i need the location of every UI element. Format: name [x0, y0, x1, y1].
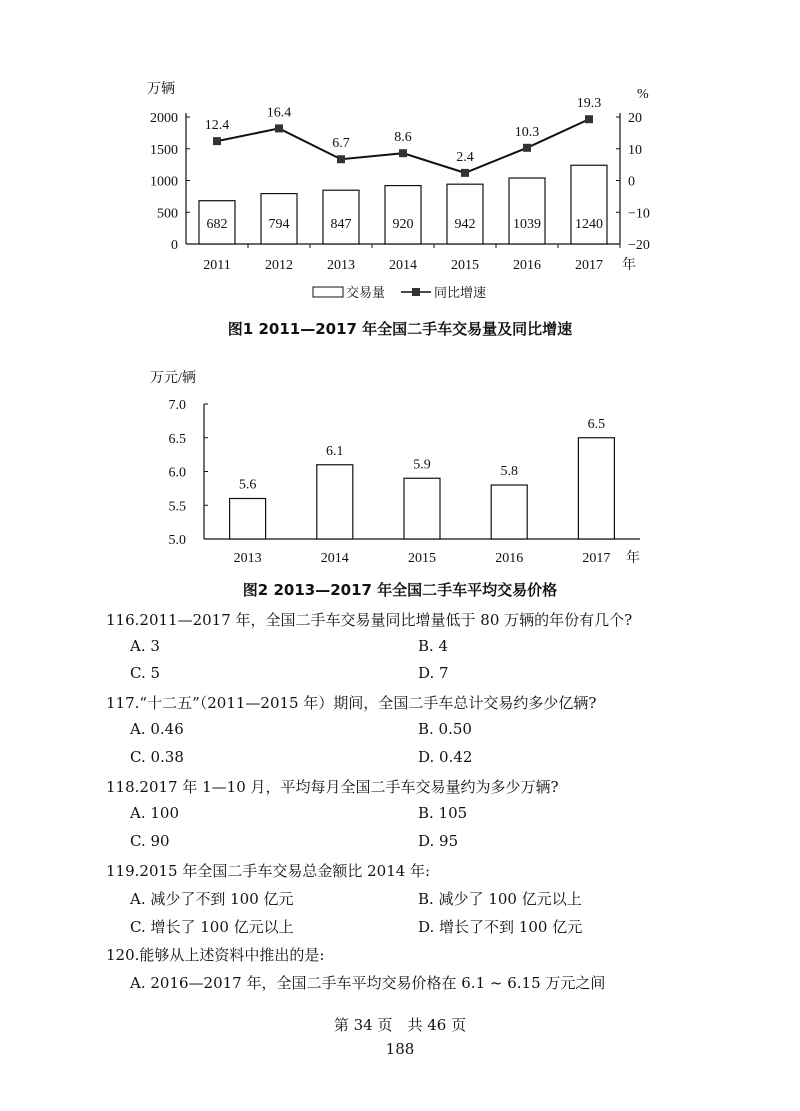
chart2-x-label-2014: 2014: [320, 551, 349, 566]
chart2-x-label-2013: 2013: [233, 551, 262, 566]
chart1-right-tick-label: 10: [628, 142, 642, 158]
chart1-line-point-2013: [337, 155, 345, 163]
chart1-bar-label-2013: 847: [330, 217, 352, 232]
page-number: 188: [385, 1040, 415, 1058]
chart1-line-label-2014: 8.6: [394, 130, 412, 146]
option-116-b[interactable]: B. 4: [418, 637, 449, 655]
chart1-line-point-2015: [461, 169, 469, 177]
chart2-bar-label-2015: 5.9: [413, 457, 431, 473]
chart1-right-tick-label: −20: [628, 238, 650, 253]
chart1-x-label-2017: 2017: [575, 258, 603, 273]
chart1-line-label-2015: 2.4: [456, 149, 474, 165]
chart1-line-point-2016: [523, 144, 531, 152]
chart2-bar-label-2017: 6.5: [587, 416, 606, 432]
chart2-bar-2015: [404, 478, 440, 539]
question-117: 117.“十二五”（2011—2015 年）期间，全国二手车总计交易约多少亿辆?: [106, 694, 597, 712]
option-118-a[interactable]: A. 100: [130, 804, 179, 822]
chart1-x-label-2014: 2014: [389, 258, 417, 273]
option-119-c[interactable]: C. 增长了 100 亿元以上: [130, 918, 294, 936]
chart1-bar-2014: [385, 186, 421, 244]
chart2-bar-label-2013: 5.6: [238, 477, 257, 493]
option-116-a[interactable]: A. 3: [130, 637, 160, 655]
option-119-b[interactable]: B. 减少了 100 亿元以上: [418, 890, 582, 908]
chart1-x-label-2015: 2015: [451, 258, 479, 273]
chart1-bar-label-2016: 1039: [513, 217, 541, 232]
chart2-bar-label-2016: 5.8: [500, 464, 518, 479]
chart1-x-label-2013: 2013: [327, 258, 355, 273]
chart2-bar-2017: [578, 438, 614, 539]
chart1-bar-label-2017: 1240: [575, 217, 603, 232]
chart1-legend: [313, 285, 486, 300]
chart1-x-label-2011: 2011: [203, 258, 231, 273]
question-120: 120.能够从上述资料中推出的是:: [106, 946, 325, 964]
option-118-c[interactable]: C. 90: [130, 832, 170, 850]
chart-1: [0, 0, 800, 300]
chart1-left-unit: 万辆: [147, 82, 175, 97]
chart1-right-tick-label: 20: [628, 111, 642, 126]
chart1-line-label-2017: 19.3: [576, 96, 602, 112]
chart1-left-tick-label: 1500: [150, 142, 178, 158]
chart1-x-label-2012: 2012: [265, 258, 293, 273]
option-117-a[interactable]: A. 0.46: [130, 720, 184, 738]
option-116-c[interactable]: C. 5: [130, 664, 161, 682]
option-117-c[interactable]: C. 0.38: [130, 748, 184, 766]
chart2-unit: 万元/辆: [150, 371, 196, 386]
option-117-d[interactable]: D. 0.42: [418, 748, 473, 766]
option-117-b[interactable]: B. 0.50: [418, 720, 472, 738]
chart1-left-tick-label: 2000: [150, 111, 178, 126]
chart2-x-label-2015: 2015: [408, 551, 436, 566]
chart1-left-tick-label: 0: [171, 238, 178, 253]
chart1-x-unit: 年: [622, 258, 636, 273]
legend-line-marker: [412, 288, 420, 296]
legend-bar-swatch: [313, 287, 343, 297]
legend-line-label: 同比增速: [434, 285, 487, 300]
chart1-bar-label-2014: 920: [392, 217, 414, 232]
chart2-bar-2014: [317, 465, 353, 539]
chart2-bar-2013: [230, 499, 266, 540]
chart2-x-label-2017: 2017: [582, 551, 611, 566]
chart1-left-tick-label: 500: [157, 206, 178, 222]
chart1-line-label-2011: 12.4: [204, 118, 230, 134]
chart1-right-tick-label: −10: [628, 206, 650, 222]
option-120-a[interactable]: A. 2016—2017 年，全国二手车平均交易价格在 6.1 ~ 6.15 万元之间: [130, 974, 606, 992]
chart1-bar-2017: [571, 165, 607, 244]
chart-2: [0, 360, 800, 580]
chart2-y-tick-label: 5.0: [168, 533, 186, 548]
chart1-bar-2016: [509, 178, 545, 244]
chart1-right-unit: %: [637, 87, 649, 102]
chart1-line-point-2011: [213, 137, 221, 145]
chart1-x-label-2016: 2016: [513, 258, 541, 273]
chart1-line-label-2016: 10.3: [514, 124, 540, 140]
option-116-d[interactable]: D. 7: [418, 664, 449, 682]
chart2-bar-label-2014: 6.1: [326, 443, 344, 459]
page-label: 第 34 页 共 46 页: [333, 1016, 467, 1034]
chart1-line-point-2017: [585, 115, 593, 123]
chart1-bar-label-2015: 942: [454, 217, 476, 232]
chart2-y-tick-label: 7.0: [168, 398, 186, 413]
chart2-bar-2016: [491, 485, 527, 539]
question-116: 116.2011—2017 年，全国二手车交易量同比增量低于 80 万辆的年份有几个?: [106, 611, 633, 629]
figure2-caption: 图2 2013—2017 年全国二手车平均交易价格: [242, 581, 558, 599]
chart1-line-point-2012: [275, 124, 283, 132]
chart2-y-tick-label: 5.5: [168, 499, 186, 515]
chart2-y-tick-label: 6.5: [168, 431, 186, 447]
option-118-d[interactable]: D. 95: [418, 832, 459, 850]
question-119: 119.2015 年全国二手车交易总金额比 2014 年:: [106, 862, 431, 880]
legend-bar-label: 交易量: [346, 285, 386, 300]
option-119-d[interactable]: D. 增长了不到 100 亿元: [418, 918, 583, 936]
chart2-x-unit: 年: [626, 551, 640, 566]
chart1-line-label-2013: 6.7: [332, 136, 350, 152]
option-119-a[interactable]: A. 减少了不到 100 亿元: [130, 890, 294, 908]
chart1-line-label-2012: 16.4: [266, 105, 292, 121]
chart2-x-label-2016: 2016: [495, 551, 524, 566]
option-118-b[interactable]: B. 105: [418, 804, 468, 822]
question-118: 118.2017 年 1—10 月，平均每月全国二手车交易量约为多少万辆?: [106, 778, 559, 796]
figure1-caption: 图1 2011—2017 年全国二手车交易量及同比增速: [227, 320, 573, 338]
chart1-line-point-2014: [399, 149, 407, 157]
chart2-y-tick-label: 6.0: [168, 465, 186, 481]
chart1-bar-2015: [447, 184, 483, 244]
chart1-left-tick-label: 1000: [150, 174, 178, 190]
chart1-bar-label-2012: 794: [268, 217, 290, 232]
chart1-right-tick-label: 0: [628, 174, 635, 190]
chart1-bar-label-2011: 682: [206, 217, 228, 232]
